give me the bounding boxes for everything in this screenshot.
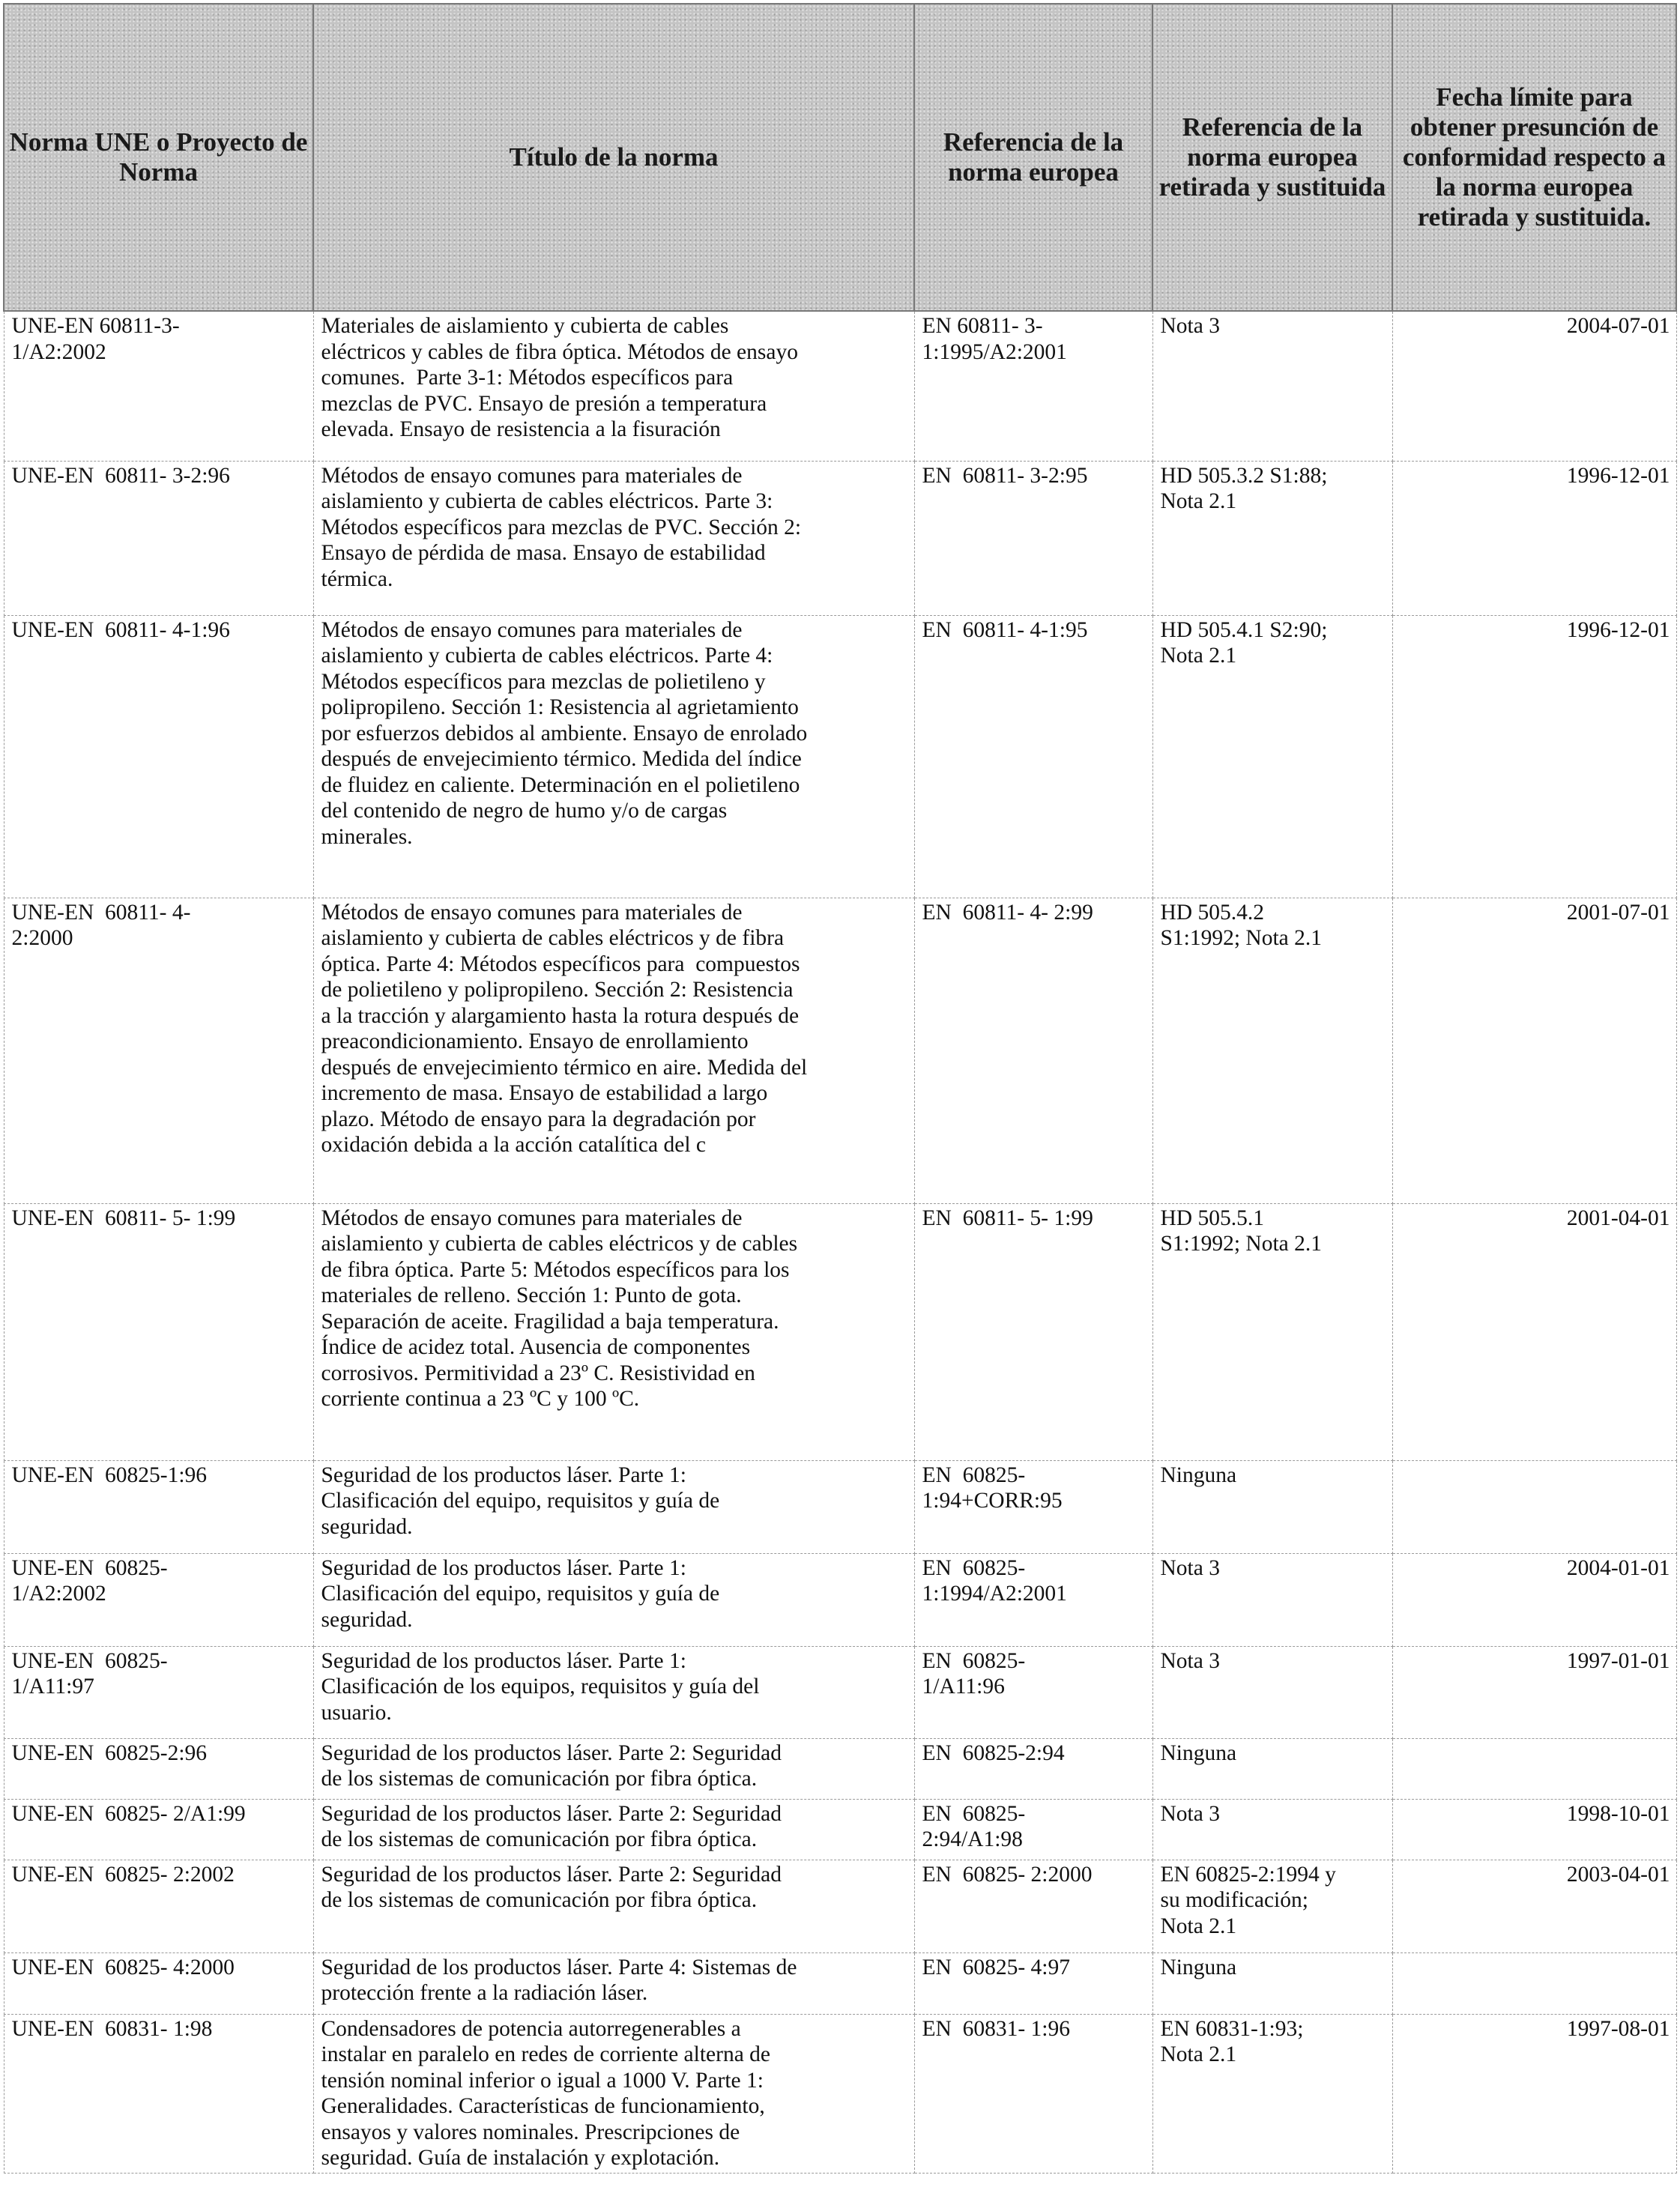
cell-referencia-europea-text: EN 60825- 1:1994/A2:2001 [922, 1555, 1067, 1606]
cell-referencia-retirada-text: Nota 3 [1160, 1555, 1220, 1580]
cell-referencia-retirada-text: EN 60825-2:1994 y su modificación; Nota 2.1 [1160, 1862, 1336, 1938]
cell-titulo-text: Seguridad de los productos láser. Parte 1: Clasificación del equipo, requisitos y guía de seguridad. [321, 1462, 720, 1539]
cell-referencia-retirada [1152, 1860, 1392, 1952]
cell-referencia-retirada [1152, 311, 1392, 461]
cell-referencia-retirada [1152, 898, 1392, 1203]
cell-referencia-europea [914, 461, 1152, 615]
cell-referencia-retirada [1152, 1952, 1392, 2014]
cell-fecha-limite [1392, 1460, 1676, 1553]
cell-fecha-limite [1392, 898, 1676, 1203]
cell-norma-text: UNE-EN 60825- 4:2000 [11, 1955, 235, 1979]
cell-fecha-limite-text: 1998-10-01 [1566, 1801, 1670, 1826]
cell-fecha-limite [1392, 1203, 1676, 1460]
cell-referencia-europea [914, 898, 1152, 1203]
table-row [4, 311, 1676, 461]
cell-norma [4, 1860, 313, 1952]
cell-titulo [313, 615, 914, 898]
cell-referencia-europea-text: EN 60811- 3-2:95 [922, 463, 1088, 488]
cell-referencia-retirada [1152, 1799, 1392, 1860]
table-row [4, 898, 1676, 1203]
cell-norma [4, 1952, 313, 2014]
table-header-row [4, 4, 1676, 311]
cell-titulo-text: Seguridad de los productos láser. Parte 2: Seguridad de los sistemas de comunicación por fibra óptica. [321, 1862, 782, 1912]
cell-titulo [313, 1952, 914, 2014]
cell-titulo-text: Seguridad de los productos láser. Parte 4: Sistemas de protección frente a la radiación láser. [321, 1955, 797, 2005]
table-row [4, 1553, 1676, 1646]
cell-titulo-text: Métodos de ensayo comunes para materiales de aislamiento y cubierta de cables eléctricos y de cables de fibra óptica. Parte 5: Métodos específicos para los materiales de relleno. Sección 1: Punto de gota. Separación de aceite. Fragilidad a baja temperatura. Índice de acidez total. Ausencia de componentes corrosivos. Permitividad a 23º C. Resistividad en corriente continua a 23 ºC y 100 ºC. [321, 1206, 798, 1411]
cell-referencia-retirada [1152, 1738, 1392, 1799]
cell-fecha-limite-text: 2004-07-01 [1566, 314, 1670, 338]
cell-norma-text: UNE-EN 60825-2:96 [11, 1740, 208, 1765]
cell-referencia-retirada-text: Nota 3 [1160, 1801, 1220, 1826]
cell-norma-text: UNE-EN 60811- 5- 1:99 [11, 1206, 236, 1230]
cell-titulo [313, 1646, 914, 1738]
standards-document [3, 3, 1676, 2174]
cell-referencia-retirada-text: HD 505.3.2 S1:88; Nota 2.1 [1160, 463, 1328, 513]
cell-referencia-retirada [1152, 615, 1392, 898]
cell-titulo [313, 461, 914, 615]
cell-referencia-europea-text: EN 60825- 1:94+CORR:95 [922, 1462, 1063, 1513]
standards-table [3, 3, 1677, 2174]
cell-norma-text: UNE-EN 60811-3- 1/A2:2002 [11, 314, 180, 364]
cell-referencia-europea [914, 1646, 1152, 1738]
table-row [4, 1460, 1676, 1553]
cell-referencia-europea-text: EN 60811- 5- 1:99 [922, 1206, 1093, 1230]
cell-referencia-europea-text: EN 60811- 4-1:95 [922, 617, 1088, 642]
cell-referencia-europea-text: EN 60811- 3- 1:1995/A2:2001 [922, 314, 1067, 364]
cell-fecha-limite [1392, 311, 1676, 461]
table-row [4, 1203, 1676, 1460]
cell-norma-text: UNE-EN 60811- 4-1:96 [11, 617, 230, 642]
cell-fecha-limite-text: 1997-01-01 [1566, 1648, 1670, 1673]
cell-titulo-text: Seguridad de los productos láser. Parte 1: Clasificación del equipo, requisitos y guía de seguridad. [321, 1555, 720, 1632]
cell-titulo-text: Condensadores de potencia autorregenerables a instalar en paralelo en redes de corriente alterna de tensión nominal inferior o igual a 1000 V. Parte 1: Generalidades. Características de funcionamiento, ensayos y valores nominales. Prescripciones de seguridad. Guía de instalación y explotación. [321, 2016, 771, 2170]
cell-titulo [313, 1203, 914, 1460]
cell-fecha-limite [1392, 615, 1676, 898]
cell-referencia-europea-text: EN 60825-2:94 [922, 1740, 1065, 1765]
table-row [4, 1799, 1676, 1860]
cell-fecha-limite [1392, 1952, 1676, 2014]
cell-titulo-text: Métodos de ensayo comunes para materiales de aislamiento y cubierta de cables eléctricos. Parte 3: Métodos específicos para mezclas de PVC. Sección 2: Ensayo de pérdida de masa. Ensayo de estabilidad térmica. [321, 463, 802, 591]
cell-norma [4, 1553, 313, 1646]
cell-titulo-text: Materiales de aislamiento y cubierta de cables eléctricos y cables de fibra óptica. Métodos de ensayo comunes. Parte 3-1: Métodos específicos para mezclas de PVC. Ensayo de presión a temperatura elevada. Ensayo de resistencia a la fisuración [321, 314, 798, 441]
cell-fecha-limite [1392, 1860, 1676, 1952]
cell-norma-text: UNE-EN 60811- 4- 2:2000 [11, 900, 191, 950]
table-row [4, 1646, 1676, 1738]
cell-norma-text: UNE-EN 60811- 3-2:96 [11, 463, 230, 488]
cell-fecha-limite-text: 1996-12-01 [1566, 617, 1670, 642]
cell-referencia-europea-text: EN 60825- 2:94/A1:98 [922, 1801, 1026, 1851]
cell-fecha-limite-text: 2001-07-01 [1566, 900, 1670, 925]
table-row [4, 1738, 1676, 1799]
cell-titulo [313, 1738, 914, 1799]
cell-referencia-retirada [1152, 1203, 1392, 1460]
cell-referencia-retirada-text: EN 60831-1:93; Nota 2.1 [1160, 2016, 1304, 2066]
cell-fecha-limite-text: 2004-01-01 [1566, 1555, 1670, 1580]
cell-titulo-text: Métodos de ensayo comunes para materiales de aislamiento y cubierta de cables eléctricos y de fibra óptica. Parte 4: Métodos específicos para compuestos de polietileno y polipropileno. Sección 2: Resistencia a la tracción y alargamiento hasta la rotura después de preacondicionamiento. Ensayo de enrollamiento después de envejecimiento térmico en aire. Medida del incremento de masa. Ensayo de estabilidad a largo plazo. Método de ensayo para la degradación por oxidación debida a la acción catalítica del c [321, 900, 808, 1157]
cell-referencia-europea [914, 1738, 1152, 1799]
cell-titulo [313, 1553, 914, 1646]
cell-referencia-retirada-text: Nota 3 [1160, 314, 1220, 338]
header-referencia-europea: Referencia de la norma europea [914, 4, 1152, 311]
cell-referencia-retirada [1152, 2014, 1392, 2173]
cell-referencia-retirada-text: HD 505.4.1 S2:90; Nota 2.1 [1160, 617, 1328, 668]
cell-referencia-retirada-text: HD 505.5.1 S1:1992; Nota 2.1 [1160, 1206, 1323, 1256]
table-row [4, 1952, 1676, 2014]
cell-fecha-limite [1392, 1553, 1676, 1646]
cell-referencia-retirada-text: HD 505.4.2 S1:1992; Nota 2.1 [1160, 900, 1323, 950]
cell-referencia-europea [914, 1799, 1152, 1860]
cell-referencia-europea [914, 1203, 1152, 1460]
cell-referencia-retirada-text: Ninguna [1160, 1462, 1237, 1487]
cell-norma [4, 311, 313, 461]
cell-norma-text: UNE-EN 60825- 2:2002 [11, 1862, 235, 1887]
cell-referencia-europea-text: EN 60825- 4:97 [922, 1955, 1070, 1979]
cell-titulo [313, 1460, 914, 1553]
cell-referencia-retirada-text: Ninguna [1160, 1740, 1237, 1765]
cell-fecha-limite-text: 1996-12-01 [1566, 463, 1670, 488]
cell-norma [4, 615, 313, 898]
cell-referencia-retirada [1152, 1646, 1392, 1738]
table-row [4, 1860, 1676, 1952]
cell-referencia-retirada [1152, 1553, 1392, 1646]
cell-norma [4, 898, 313, 1203]
cell-titulo [313, 311, 914, 461]
header-norma-une: Norma UNE o Proyecto de Norma [4, 4, 313, 311]
cell-referencia-europea [914, 311, 1152, 461]
cell-referencia-europea [914, 615, 1152, 898]
cell-fecha-limite [1392, 2014, 1676, 2173]
cell-norma [4, 1738, 313, 1799]
table-row [4, 461, 1676, 615]
cell-fecha-limite-text: 1997-08-01 [1566, 2016, 1670, 2041]
cell-referencia-europea-text: EN 60825- 1/A11:96 [922, 1648, 1026, 1699]
cell-norma [4, 1460, 313, 1553]
cell-titulo [313, 898, 914, 1203]
cell-fecha-limite [1392, 1646, 1676, 1738]
cell-norma [4, 2014, 313, 2173]
cell-referencia-europea [914, 2014, 1152, 2173]
cell-titulo-text: Seguridad de los productos láser. Parte 2: Seguridad de los sistemas de comunicación por fibra óptica. [321, 1801, 782, 1851]
cell-referencia-europea-text: EN 60811- 4- 2:99 [922, 900, 1093, 925]
cell-fecha-limite-text: 2003-04-01 [1566, 1862, 1670, 1887]
cell-norma-text: UNE-EN 60825- 1/A11:97 [11, 1648, 168, 1699]
table-row [4, 615, 1676, 898]
cell-norma [4, 1646, 313, 1738]
cell-norma [4, 461, 313, 615]
cell-referencia-europea [914, 1952, 1152, 2014]
cell-titulo [313, 2014, 914, 2173]
header-fecha-limite: Fecha límite para obtener presunción de conformidad respecto a la norma europea retirada y sustituida. [1392, 4, 1676, 311]
cell-fecha-limite-text: 2001-04-01 [1566, 1206, 1670, 1230]
cell-referencia-retirada-text: Nota 3 [1160, 1648, 1220, 1673]
cell-fecha-limite [1392, 461, 1676, 615]
cell-norma [4, 1203, 313, 1460]
cell-referencia-europea [914, 1460, 1152, 1553]
cell-referencia-europea [914, 1553, 1152, 1646]
cell-referencia-europea-text: EN 60825- 2:2000 [922, 1862, 1093, 1887]
cell-referencia-retirada-text: Ninguna [1160, 1955, 1237, 1979]
cell-fecha-limite [1392, 1799, 1676, 1860]
cell-referencia-europea [914, 1860, 1152, 1952]
cell-norma-text: UNE-EN 60825- 1/A2:2002 [11, 1555, 168, 1606]
cell-referencia-europea-text: EN 60831- 1:96 [922, 2016, 1070, 2041]
cell-referencia-retirada [1152, 461, 1392, 615]
cell-titulo-text: Seguridad de los productos láser. Parte 2: Seguridad de los sistemas de comunicación por fibra óptica. [321, 1740, 782, 1791]
cell-referencia-retirada [1152, 1460, 1392, 1553]
cell-titulo [313, 1799, 914, 1860]
cell-titulo-text: Métodos de ensayo comunes para materiales de aislamiento y cubierta de cables eléctricos. Parte 4: Métodos específicos para mezclas de polietileno y polipropileno. Sección 1: Resistencia al agrietamiento por esfuerzos debidos al ambiente. Ensayo de enrolado después de envejecimiento térmico. Medida del índice de fluidez en caliente. Determinación en el polietileno del contenido de negro de humo y/o de cargas minerales. [321, 617, 808, 849]
cell-fecha-limite [1392, 1738, 1676, 1799]
header-titulo: Título de la norma [313, 4, 914, 311]
cell-titulo-text: Seguridad de los productos láser. Parte 1: Clasificación de los equipos, requisitos y guía del usuario. [321, 1648, 760, 1725]
table-row [4, 2014, 1676, 2173]
cell-norma-text: UNE-EN 60825- 2/A1:99 [11, 1801, 246, 1826]
cell-norma-text: UNE-EN 60825-1:96 [11, 1462, 208, 1487]
cell-titulo [313, 1860, 914, 1952]
cell-norma-text: UNE-EN 60831- 1:98 [11, 2016, 213, 2041]
cell-norma [4, 1799, 313, 1860]
header-referencia-retirada: Referencia de la norma europea retirada y sustituida [1152, 4, 1392, 311]
